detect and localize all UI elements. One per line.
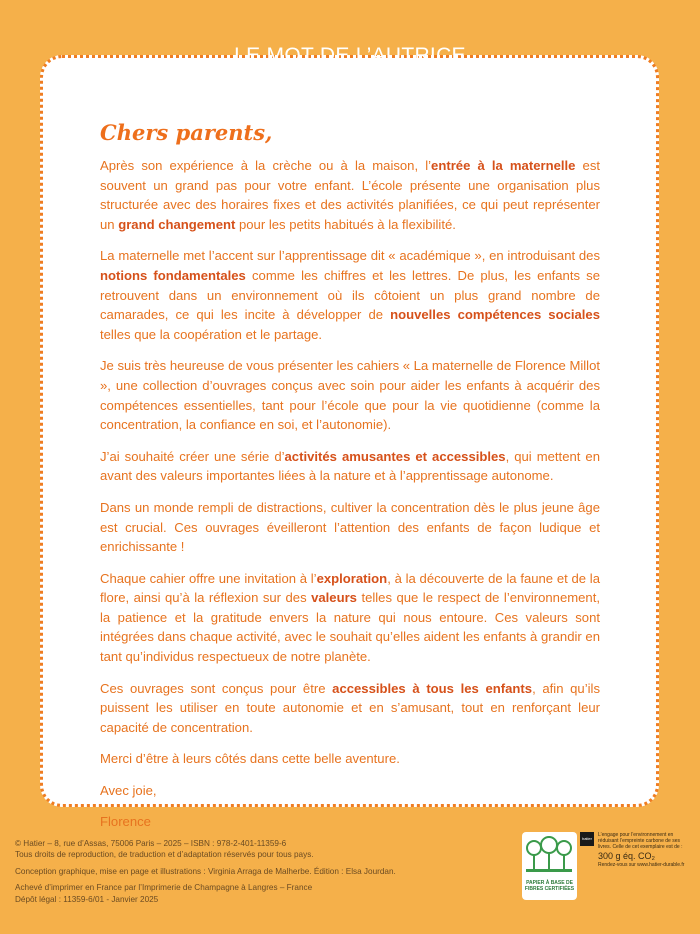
carbon-footprint-text: L’engage pour l’environnement en réduisant l’empreinte carbone de ses livres. Celle de cet exemplaire est de : 300 g éq. CO₂ Rendez-vous sur www.hatier-durable.fr xyxy=(598,832,693,868)
paragraph-2: La maternelle met l’accent sur l’apprentissage dit « académique », en introduisant des notions fondamentales comme les chiffres et les lettres. De plus, les enfants se retrouvent dans un environnement où ils côtoient un plus grand nombre de camarades, ce qui les incite à développer de nouvelles compétences sociales telles que la coopération et le partage. xyxy=(100,248,600,342)
certified-paper-logo xyxy=(522,832,577,900)
carbon-value: 300 g éq. CO₂ xyxy=(598,850,656,861)
highlight: nouvelles compétences sociales xyxy=(390,307,600,323)
paragraph-4: J’ai souhaité créer une série d’activités amusantes et accessibles, qui mettent en avant des valeurs importantes liées à la nature et à l’apprentissage autonome. xyxy=(100,448,600,484)
paragraph-5: Dans un monde rempli de distractions, cultiver la concentration dès le plus jeune âge est crucial. Ces ouvrages éveilleront l’attention des enfants de façon ludique et enrichissante ! xyxy=(100,499,600,555)
highlight: grand changement xyxy=(118,216,236,232)
certified-paper-label: PAPIER À BASE DE FIBRES CERTIFIÉES xyxy=(524,880,575,892)
greeting: Chers parents, xyxy=(100,120,273,145)
paragraph-1: Après son expérience à la crèche ou à la maison, l’entrée à la maternelle est souvent un grand pas pour votre enfant. L’école présente une organisation plus structurée avec des horaires fixes et des activités planifiées, ce qui peut représenter un grand changement pour les petits habitués à la flexibilité. xyxy=(100,158,601,232)
highlight: valeurs xyxy=(311,590,357,606)
paragraph-8: Merci d’être à leurs côtés dans cette belle aventure. xyxy=(100,751,400,767)
highlight: exploration xyxy=(316,570,388,586)
colophon xyxy=(15,838,485,905)
colophon-line: © Hatier – 8, rue d’Assas, 75006 Paris – 2025 – ISBN : 978-2-401-11359-6 xyxy=(15,839,287,848)
paragraph-3: Je suis très heureuse de vous présenter les cahiers « La maternelle de Florence Millot », une collection d’ouvrages conçus avec soin pour aider les enfants à acquérir des compétences essentielles, tant pour l’école que pour la vie quotidienne (comme la concentration, la confiance en soi, et l’autonomie). xyxy=(100,358,600,433)
highlight: accessibles à tous les enfants xyxy=(332,680,533,696)
highlight: entrée à la maternelle xyxy=(431,158,576,173)
hatier-badge: hatier xyxy=(580,832,594,846)
paragraph-7: Ces ouvrages sont conçus pour être accessibles à tous les enfants, afin qu’ils puissent les utiliser en toute autonomie et en s’amusant, tout en renforçant leur capacité de concentration. xyxy=(100,680,600,735)
trees-icon xyxy=(522,832,577,878)
page-title: LE MOT DE L’AUTRICE xyxy=(234,44,466,67)
signature: Florence xyxy=(100,813,151,829)
eco-label-block xyxy=(522,832,687,904)
closing: Avec joie, xyxy=(100,783,157,799)
colophon-line: Tous droits de reproduction, de traduction et d’adaptation réservés pour tous pays. xyxy=(15,850,314,860)
highlight: activités amusantes et accessibles xyxy=(284,448,506,464)
highlight: notions fondamentales xyxy=(100,267,246,283)
colophon-line: Achevé d’imprimer en France par l’Imprimerie de Champagne à Langres – France xyxy=(15,883,313,893)
colophon-line: Conception graphique, mise en page et illustrations : Virginia Arraga de Malherbe. Édition : Elsa Jourdan. xyxy=(15,866,396,876)
paragraph-6: Chaque cahier offre une invitation à l’exploration, à la découverte de la faune et de la flore, ainsi qu’à la réflexion sur des valeurs telles que le respect de l’environnement, la patience et la gratitude envers la nature qui nous entoure. Ces valeurs sont intégrées dans chaque activité, avec le souhait qu’elles aident les enfants à grandir en tant qu’individus respectueux de notre planète. xyxy=(100,570,600,665)
colophon-line: Dépôt légal : 11359-6/01 - Janvier 2025 xyxy=(15,894,159,904)
letter-body xyxy=(100,156,600,842)
